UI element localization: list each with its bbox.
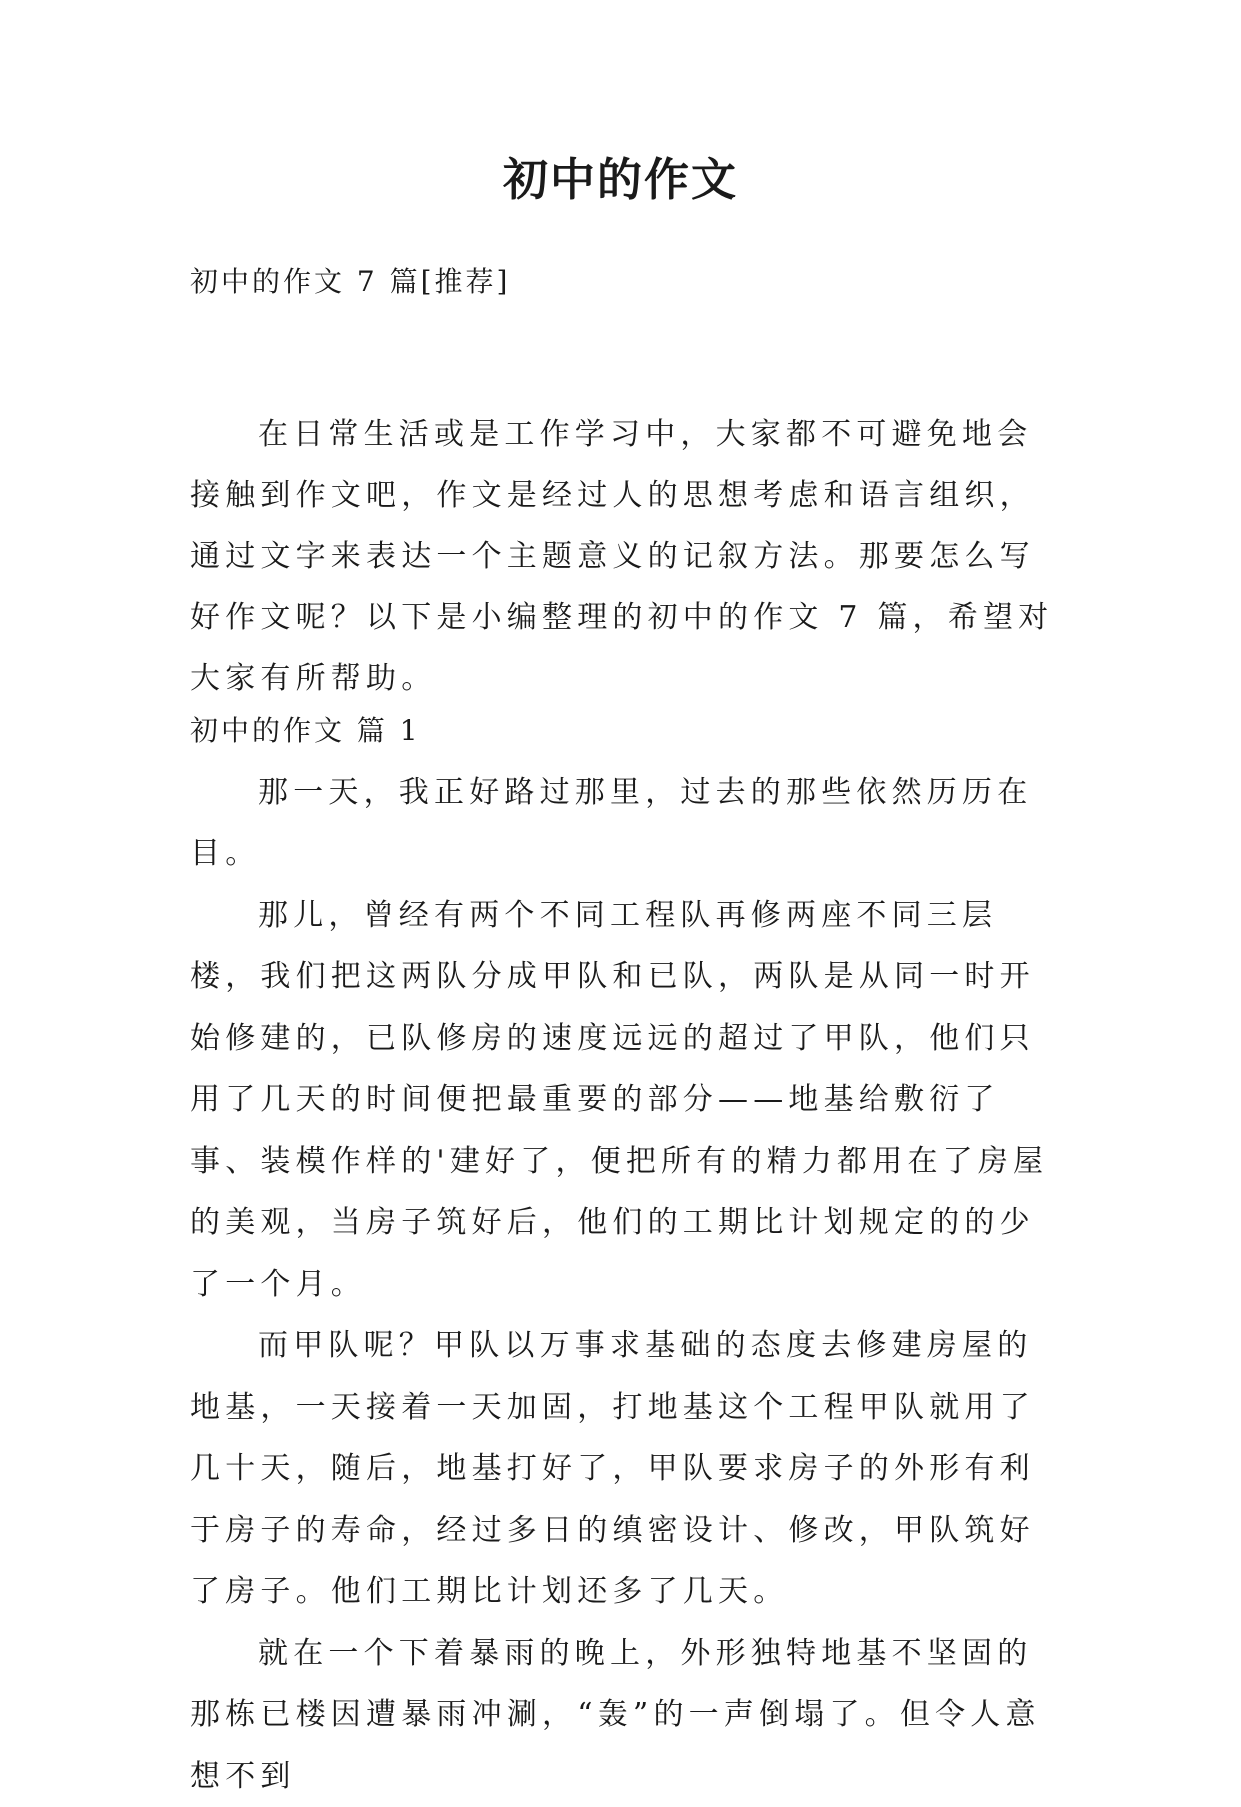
essay-paragraph: 那儿，曾经有两个不同工程队再修两座不同三层楼，我们把这两队分成甲队和已队，两队是从同一时开始修建的，已队修房的速度远远的超过了甲队，他们只用了几天的时间便把最重要的部分——地基给敷衍了事、装模作样的'建好了，便把所有的精力都用在了房屋的美观，当房子筑好后，他们的工期比计划规定的的少了一个月。 <box>190 885 1060 1316</box>
essay-paragraph: 那一天，我正好路过那里，过去的那些依然历历在目。 <box>190 762 1060 885</box>
essay-heading: 初中的作文 篇 1 <box>190 700 1060 762</box>
essay-paragraph: 而甲队呢？甲队以万事求基础的态度去修建房屋的地基，一天接着一天加固，打地基这个工程甲队就用了几十天，随后，地基打好了，甲队要求房子的外形有利于房子的寿命，经过多日的缜密设计、修改，甲队筑好了房子。他们工期比计划还多了几天。 <box>190 1315 1060 1623</box>
essay-paragraph: 就在一个下着暴雨的晚上，外形独特地基不坚固的那栋已楼因遭暴雨冲涮，“轰”的一声倒塌了。但令人意想不到 <box>190 1623 1060 1807</box>
document-subtitle: 初中的作文 7 篇[推荐] <box>190 262 510 302</box>
intro-paragraph: 在日常生活或是工作学习中，大家都不可避免地会接触到作文吧，作文是经过人的思想考虑和语言组织，通过文字来表达一个主题意义的记叙方法。那要怎么写好作文呢？以下是小编整理的初中的作文 7 篇，希望对大家有所帮助。 <box>190 404 1060 709</box>
document-title: 初中的作文 <box>0 150 1241 210</box>
intro-section <box>190 404 1060 709</box>
essay-section <box>190 700 1060 1807</box>
